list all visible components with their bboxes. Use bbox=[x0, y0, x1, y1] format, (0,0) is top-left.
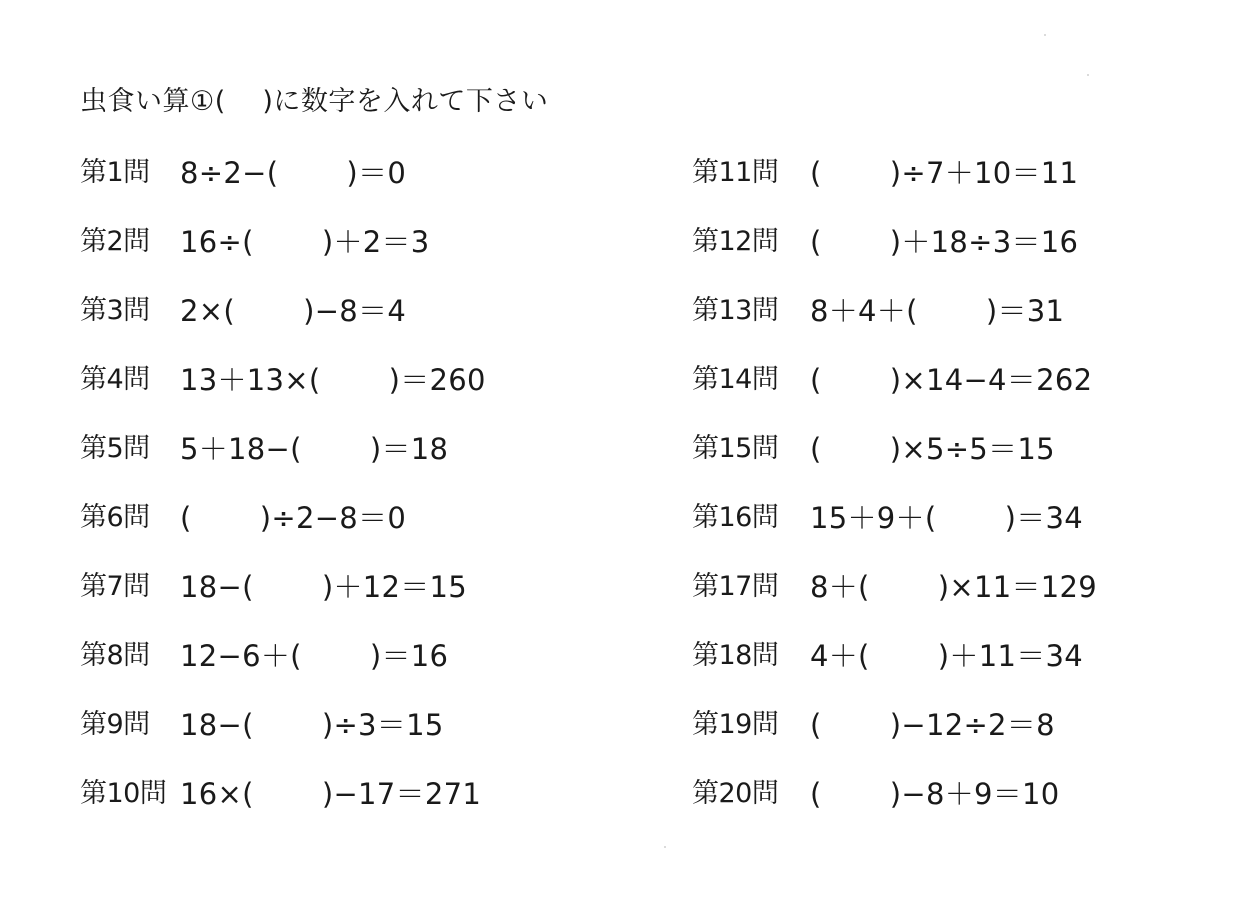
problem-8 bbox=[80, 637, 640, 706]
problem-11 bbox=[692, 154, 1252, 223]
problem-expression: 18−( )÷3＝15 bbox=[180, 708, 444, 742]
problem-expression: ( )×5÷5＝15 bbox=[810, 432, 1055, 466]
problem-12 bbox=[692, 223, 1252, 292]
scan-speck bbox=[664, 846, 666, 848]
scan-speck bbox=[1087, 74, 1089, 76]
problem-expression: 4＋( )＋11＝34 bbox=[810, 639, 1083, 673]
problem-label: 第3問 bbox=[80, 295, 150, 326]
problem-expression: 15＋9＋( )＝34 bbox=[810, 501, 1083, 535]
problem-expression: 8＋4＋( )＝31 bbox=[810, 294, 1065, 328]
problem-10 bbox=[80, 775, 640, 844]
problem-expression: 16×( )−17＝271 bbox=[180, 777, 482, 811]
problem-column-left bbox=[80, 154, 640, 844]
problem-label: 第19問 bbox=[692, 709, 779, 740]
problem-1 bbox=[80, 154, 640, 223]
problem-7 bbox=[80, 568, 640, 637]
problem-9 bbox=[80, 706, 640, 775]
problem-expression: ( )−12÷2＝8 bbox=[810, 708, 1055, 742]
problem-label: 第7問 bbox=[80, 571, 150, 602]
problem-expression: 18−( )＋12＝15 bbox=[180, 570, 468, 604]
problem-label: 第13問 bbox=[692, 295, 779, 326]
problem-19 bbox=[692, 706, 1252, 775]
problem-label: 第2問 bbox=[80, 226, 150, 257]
problem-17 bbox=[692, 568, 1252, 637]
problem-expression: 5＋18−( )＝18 bbox=[180, 432, 449, 466]
problem-expression: 8÷2−( )＝0 bbox=[180, 156, 407, 190]
problem-13 bbox=[692, 292, 1252, 361]
problem-label: 第16問 bbox=[692, 502, 779, 533]
problem-5 bbox=[80, 430, 640, 499]
problem-6 bbox=[80, 499, 640, 568]
problem-4 bbox=[80, 361, 640, 430]
problem-expression: 2×( )−8＝4 bbox=[180, 294, 407, 328]
problem-expression: 8＋( )×11＝129 bbox=[810, 570, 1098, 604]
problem-label: 第5問 bbox=[80, 433, 150, 464]
problem-expression: 13＋13×( )＝260 bbox=[180, 363, 486, 397]
problem-2 bbox=[80, 223, 640, 292]
problem-16 bbox=[692, 499, 1252, 568]
problem-label: 第6問 bbox=[80, 502, 150, 533]
problem-label: 第11問 bbox=[692, 157, 779, 188]
problem-label: 第4問 bbox=[80, 364, 150, 395]
problem-column-right bbox=[692, 154, 1252, 844]
problem-label: 第9問 bbox=[80, 709, 150, 740]
problem-expression: ( )＋18÷3＝16 bbox=[810, 225, 1079, 259]
problem-expression: ( )÷7＋10＝11 bbox=[810, 156, 1079, 190]
problem-expression: 16÷( )＋2＝3 bbox=[180, 225, 430, 259]
problem-expression: 12−6＋( )＝16 bbox=[180, 639, 449, 673]
problem-label: 第10問 bbox=[80, 778, 167, 809]
problem-14 bbox=[692, 361, 1252, 430]
problem-20 bbox=[692, 775, 1252, 844]
problem-label: 第14問 bbox=[692, 364, 779, 395]
problem-label: 第1問 bbox=[80, 157, 150, 188]
problem-label: 第15問 bbox=[692, 433, 779, 464]
problem-expression: ( )×14−4＝262 bbox=[810, 363, 1093, 397]
problem-label: 第17問 bbox=[692, 571, 779, 602]
problem-3 bbox=[80, 292, 640, 361]
problem-label: 第8問 bbox=[80, 640, 150, 671]
problem-expression: ( )÷2−8＝0 bbox=[180, 501, 407, 535]
problem-label: 第18問 bbox=[692, 640, 779, 671]
problem-15 bbox=[692, 430, 1252, 499]
problem-label: 第20問 bbox=[692, 778, 779, 809]
worksheet-title: 虫食い算①( )に数字を入れて下さい bbox=[80, 86, 549, 117]
scan-speck bbox=[1044, 34, 1046, 36]
problem-18 bbox=[692, 637, 1252, 706]
problem-expression: ( )−8＋9＝10 bbox=[810, 777, 1060, 811]
problem-label: 第12問 bbox=[692, 226, 779, 257]
